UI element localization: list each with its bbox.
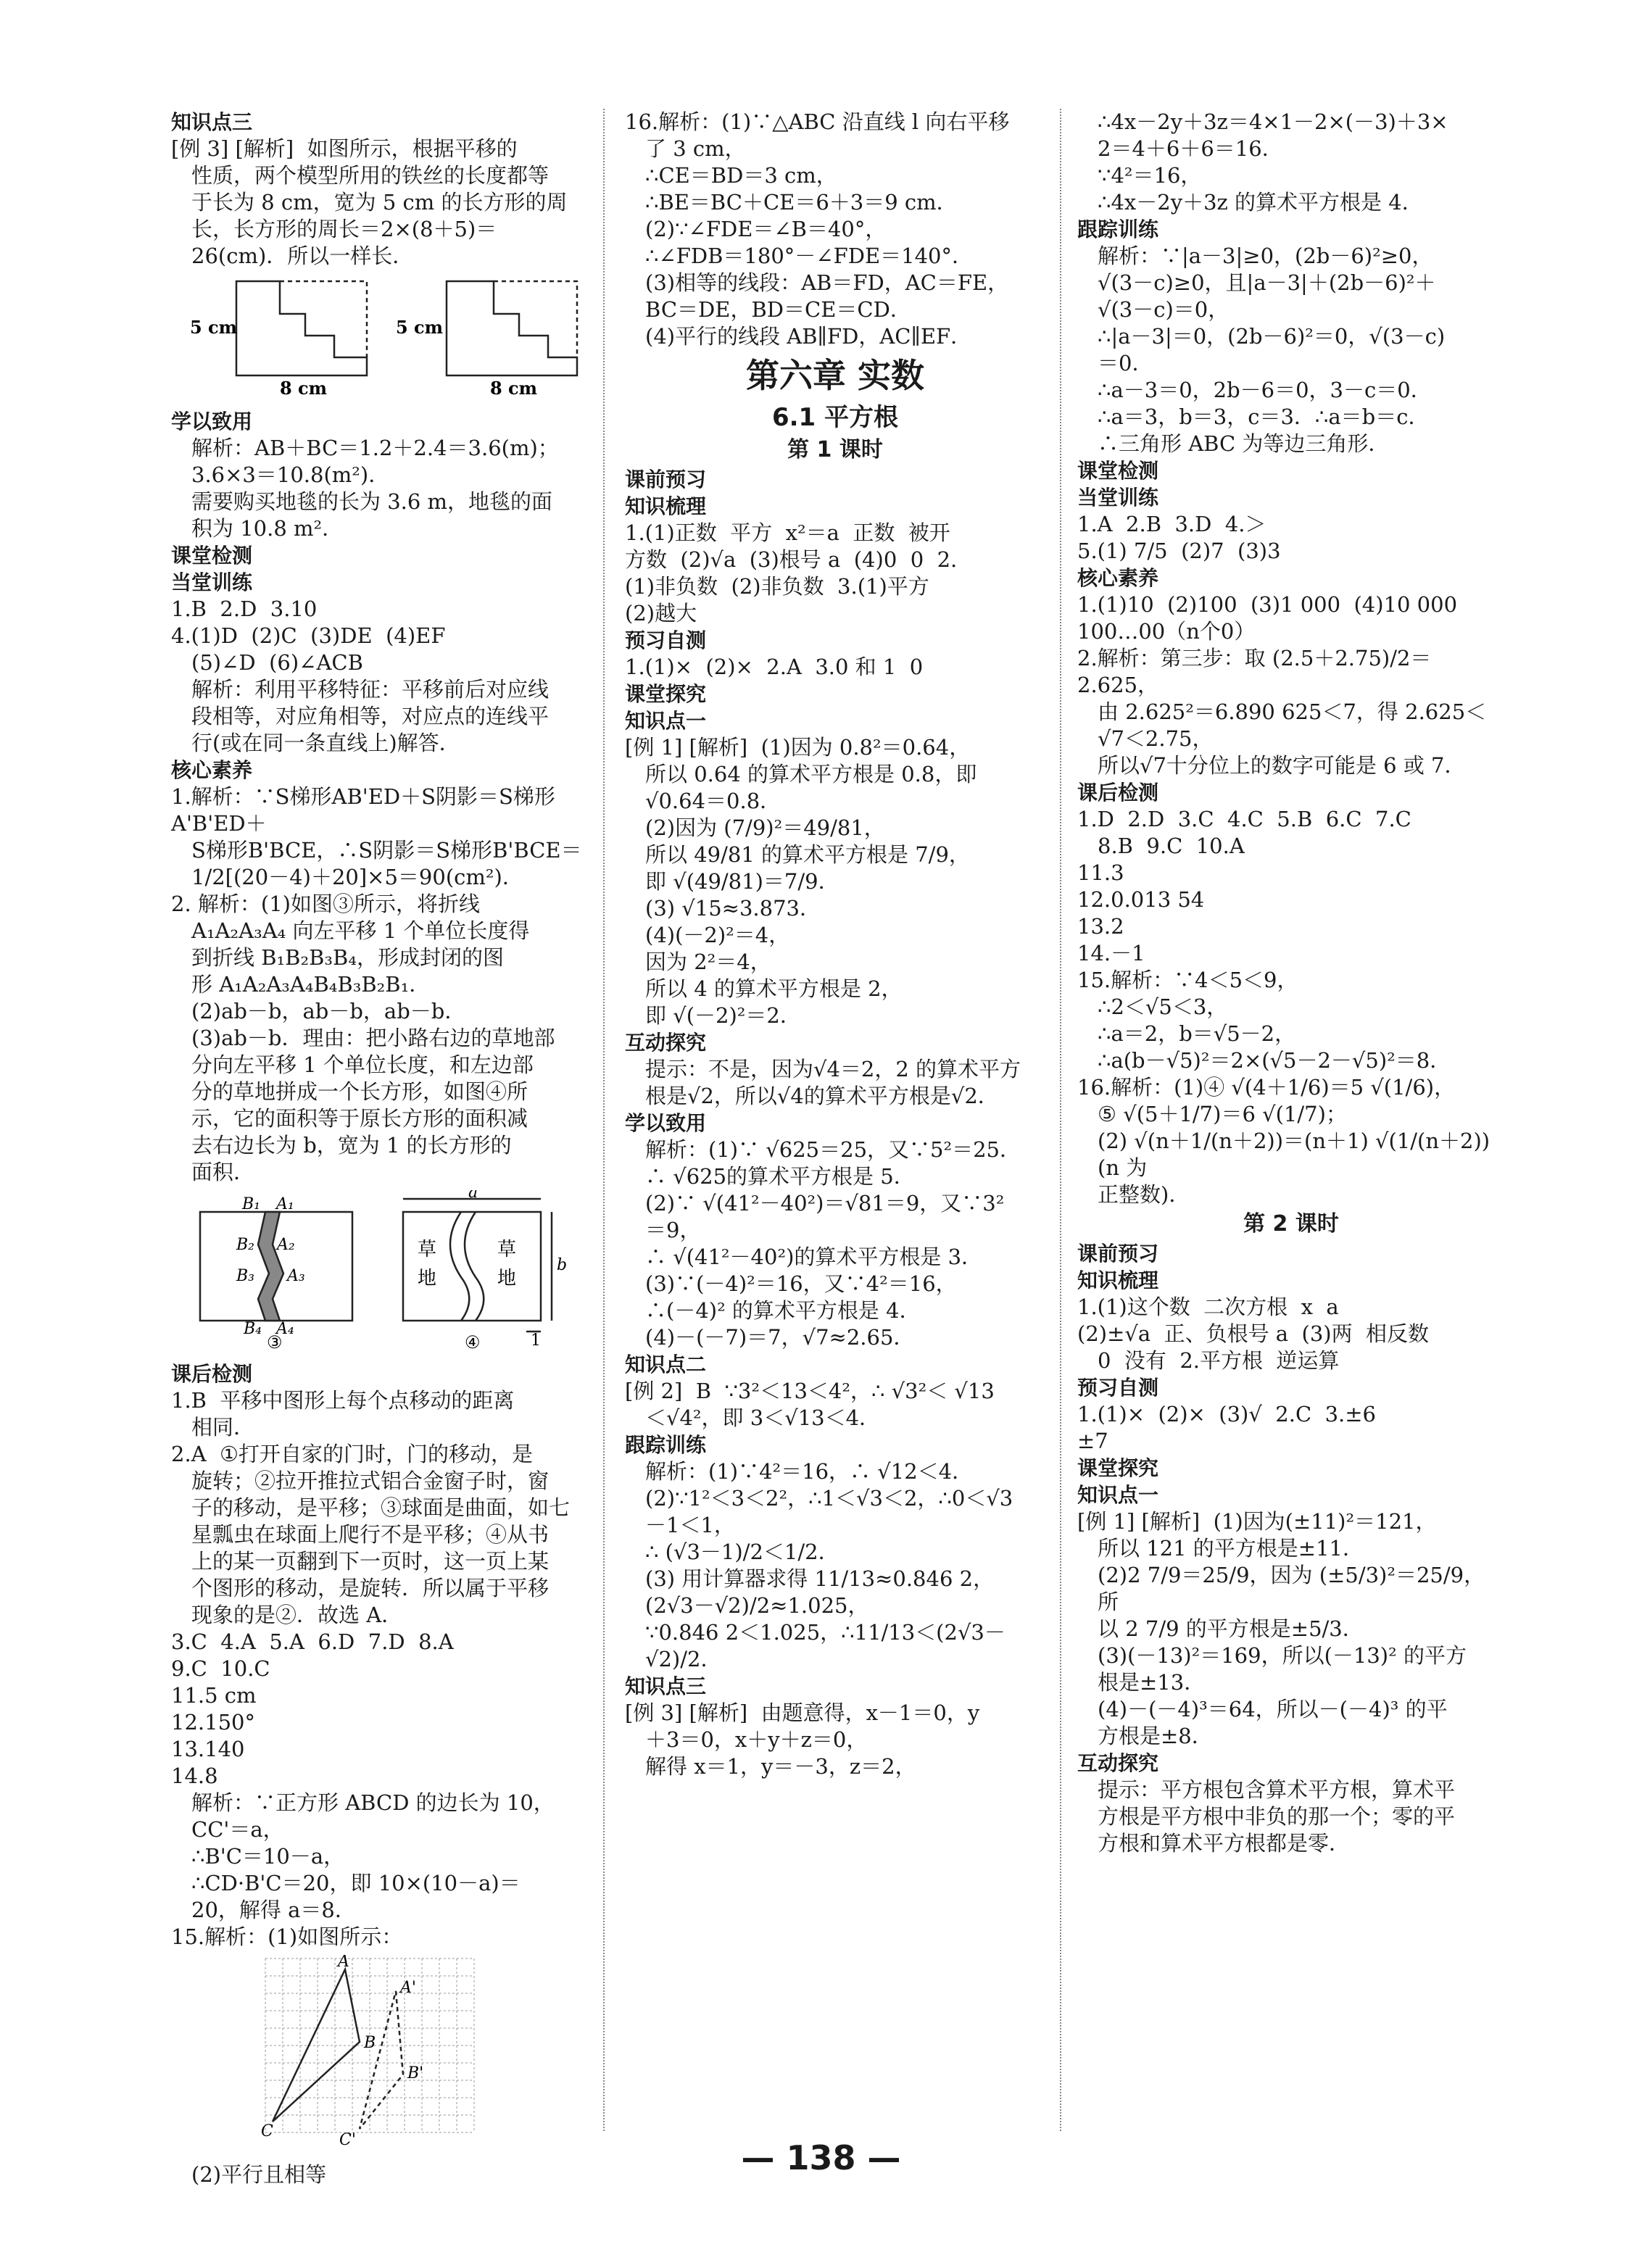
section-heading: 核心素养 (171, 758, 253, 782)
text-line: 0 没有 2.平方根 逆运算 (1098, 1348, 1340, 1373)
label-b1: B₁ (242, 1195, 260, 1213)
text-line: (2)2 7/9＝25/9，因为 (±5/3)²＝25/9，所 (1098, 1563, 1485, 1614)
text-line: 正整数)． (1098, 1182, 1190, 1207)
text-line: 14.－1 (1077, 941, 1145, 965)
figure-3-caption: ③ (267, 1332, 283, 1350)
text-line: (2)±√a 正、负根号 a (3)两 相反数 (1077, 1321, 1430, 1346)
section-heading: 预习自测 (1077, 1376, 1159, 1400)
text-line: ∴B'C＝10－a， (191, 1844, 345, 1869)
text-line: S梯形B'BCE，∴S阴影＝S梯形B'BCE＝ (191, 838, 582, 863)
figure-grass-paths (186, 1190, 577, 1350)
text-line: [例 1] [解析] (1)因为 0.8²＝0.64， (625, 735, 971, 760)
text-line: 12.0.013 54 (1077, 887, 1205, 912)
text-line: 即 √(－2)²＝2． (645, 1003, 801, 1028)
label-b3: B₃ (236, 1267, 254, 1285)
text-line: 解析：AB＋BC＝1.2＋2.4＝3.6(m)； (191, 436, 559, 460)
text-line: √(3－c)≥0，且|a－3|＋(2b－6)²＋ (1098, 270, 1436, 295)
label-a: a (468, 1190, 478, 1202)
text-line: 分的草地拼成一个长方形，如图④所 (191, 1079, 528, 1104)
text-line: 根是±13． (1098, 1670, 1206, 1695)
section-heading: 知识点一 (625, 709, 707, 733)
text-line: 12.150° (171, 1710, 255, 1735)
text-line: ∴ √625的算术平方根是 5． (645, 1164, 915, 1189)
section-heading: 知识点三 (171, 110, 253, 134)
text-line: ∴a＝3，b＝3，c＝3．∴a＝b＝c． (1098, 404, 1430, 429)
section-heading: 课堂探究 (625, 682, 707, 706)
column-divider (1060, 109, 1061, 2131)
chapter-title: 第六章 实数 (745, 356, 924, 395)
text-line: 8.B 9.C 10.A (1098, 834, 1245, 858)
text-line: (2√3－√2)/2≈1.025， (645, 1593, 869, 1618)
text-line: ∴∠FDB＝180°－∠FDE＝140°． (645, 244, 973, 268)
text-line: 解析：∵正方形 ABCD 的边长为 10， (191, 1790, 555, 1815)
text-line: ∴4x－2y＋3z 的算术平方根是 4． (1098, 190, 1423, 215)
text-line: 1/2[(20－4)＋20]×5＝90(cm²)． (191, 865, 523, 889)
label-b2: B₂ (236, 1236, 254, 1254)
figure-4-path-right (465, 1212, 484, 1321)
text-line: ∴BE＝BC＋CE＝6＋3＝9 cm． (645, 190, 958, 215)
text-line: (4)平行的线段 AB∥FD，AC∥EF． (645, 324, 972, 349)
text-line: 2＝4＋6＋6＝16． (1098, 136, 1283, 161)
text-line: (3)ab－b．理由：把小路右边的草地部 (191, 1026, 555, 1050)
text-line: 提示：平方根包含算术平方根，算术平 (1098, 1777, 1456, 1802)
text-line: ∴CD·B'C＝20，即 10×(10－a)＝ (191, 1871, 521, 1895)
text-line: 面积． (191, 1160, 255, 1184)
text-line: (3)(－13)²＝169，所以(－13)² 的平方 (1098, 1643, 1467, 1668)
text-line: (2) √(n＋1/(n＋2))＝(n＋1) √(1/(n＋2))(n 为 (1098, 1129, 1490, 1180)
text-line: (2)∵1²＜3＜2²，∴1＜√3＜2，∴0＜√3 (645, 1486, 1013, 1511)
text-line: 3.6×3＝10.8(m²)． (191, 462, 390, 487)
text-line: ＝9， (645, 1218, 701, 1242)
section-heading: 知识点二 (625, 1353, 707, 1376)
section-heading: 当堂训练 (171, 570, 253, 594)
section-heading: 知识点一 (1077, 1483, 1159, 1507)
text-line: 方数 (2)√a (3)根号 a (4)0 0 2. (625, 547, 958, 572)
text-line: 个图形的移动，是旋转．所以属于平移 (191, 1576, 550, 1600)
figure-4-dim-lines (403, 1199, 552, 1332)
text-line: (2)∵ √(41²－40²)＝√81＝9，又∵3² (645, 1191, 1005, 1216)
text-line: 所以 121 的平方根是±11． (1098, 1536, 1364, 1561)
text-line: 9.C 10.C (171, 1656, 270, 1681)
text-line: 根是√2，所以√4的算术平方根是√2． (645, 1084, 999, 1108)
text-line: 1.(1)正数 平方 x²＝a 正数 被开 (625, 520, 950, 545)
col1-block-a (171, 109, 584, 270)
text-line: (3) √15≈3.873． (645, 896, 821, 921)
section-heading: 知识梳理 (625, 494, 707, 518)
text-line: ＋3＝0，x＋y＋z＝0， (645, 1727, 868, 1752)
text-line: (3)相等的线段：AB＝FD，AC＝FE， (645, 270, 1009, 295)
section-heading: 课堂检测 (171, 544, 253, 568)
text-line: 分向左平移 1 个单位长度，和左边部 (191, 1052, 534, 1077)
text-line: 100…00（n个0） (1077, 619, 1256, 644)
text-line: (2)越大 (625, 601, 697, 626)
text-line: 以 2 7/9 的平方根是±5/3． (1098, 1616, 1364, 1641)
text-line: (1)非负数 (2)非负数 3.(1)平方 (625, 574, 929, 599)
section-heading: 跟踪训练 (1077, 217, 1159, 241)
text-line: 1.解析：∵S梯形AB'ED＋S阴影＝S梯形A'B'ED＋ (171, 784, 555, 836)
text-line: [例 2] B ∵3²＜13＜4²，∴ √3²＜ √13 (625, 1379, 995, 1403)
text-line: ＝0． (1098, 351, 1153, 375)
text-line: 2.解析：第三步：取 (2.5＋2.75)/2＝2.625， (1077, 646, 1432, 697)
text-line: 现象的是②．故选 A． (191, 1603, 403, 1627)
point-c: C (261, 2122, 273, 2140)
text-line: √7＜2.75， (1098, 726, 1214, 751)
text-line: √(3－c)＝0， (1098, 297, 1230, 322)
figure-4-caption: ④ (465, 1332, 481, 1350)
text-line: 示，它的面积等于原长方形的面积减 (191, 1106, 528, 1131)
col1-block-c (171, 1361, 584, 1951)
section-heading: 核心素养 (1077, 566, 1159, 590)
text-line: (2)平行且相等 (191, 2162, 327, 2187)
column-divider (603, 109, 605, 2131)
text-line: 长，长方形的周长＝2×(8＋5)＝ (191, 217, 497, 241)
text-line: 由 2.625²＝6.890 625＜7，得 2.625＜ (1098, 699, 1487, 724)
text-line: 提示：不是，因为√4＝2，2 的算术平方 (645, 1057, 1021, 1081)
point-a-prime: A' (400, 1979, 416, 1997)
col3-block-a (1077, 109, 1505, 1208)
text-line: 解析：(1)∵4²＝16，∴ √12＜4． (645, 1459, 974, 1484)
text-line: 所以 49/81 的算术平方根是 7/9， (645, 842, 970, 867)
col1-block-b (171, 408, 584, 1186)
text-line: 段相等，对应角相等，对应点的连线平 (191, 704, 550, 728)
text-line: (5)∠D (6)∠ACB (191, 650, 363, 675)
model-2-height-label: 5 cm (396, 317, 444, 338)
label-b4: B₄ (244, 1320, 262, 1338)
figure-3-shaded-path (258, 1212, 283, 1321)
text-line: 解析：(1)∵ √625＝25，又∵5²＝25． (645, 1137, 1021, 1162)
section-heading: 课后检测 (171, 1362, 253, 1386)
text-line: 性质，两个模型所用的铁丝的长度都等 (191, 163, 550, 188)
point-a: A (338, 1955, 349, 1971)
text-line: 11.5 cm (171, 1683, 257, 1708)
text-line: 5.(1) 7/5 (2)7 (3)3 (1077, 539, 1281, 563)
text-line: 20，解得 a＝8． (191, 1898, 356, 1922)
text-line: 即 √(49/81)＝7/9． (645, 869, 839, 894)
text-line: 于长为 8 cm，宽为 5 cm 的长方形的周 (191, 190, 568, 215)
lesson-2-title: 第 2 课时 (1243, 1211, 1339, 1237)
text-line: 1.(1)× (2)× (3)√ 2.C 3.±6 (1077, 1402, 1377, 1426)
model-1-frame (280, 281, 367, 357)
grass-right-2: 地 (497, 1268, 517, 1289)
text-line: ∴三角形 ABC 为等边三角形． (1098, 431, 1390, 456)
text-line: 去右边长为 b，宽为 1 的长方形的 (191, 1133, 512, 1158)
text-line: ∵0.846 2＜1.025，∴11/13＜(2√3－√2)/2． (645, 1620, 1005, 1671)
text-line: 因为 2²＝4， (645, 950, 771, 974)
text-line: 需要购买地毯的长为 3.6 m，地毯的面 (191, 489, 553, 514)
figure-wire-models (186, 274, 592, 397)
text-line: BC＝DE，BD＝CE＝CD． (645, 297, 911, 322)
section-heading: 课堂探究 (1077, 1456, 1159, 1480)
text-line: √0.64＝0.8． (645, 789, 781, 813)
text-line: (2)因为 (7/9)²＝49/81， (645, 815, 885, 840)
text-line: ∴a－3＝0，2b－6＝0，3－c＝0． (1098, 378, 1432, 402)
text-line: 到折线 B₁B₂B₃B₄，形成封闭的图 (191, 945, 504, 970)
text-line: 相同． (191, 1415, 255, 1440)
text-line: 解析：∵|a－3|≥0，(2b－6)²≥0， (1098, 244, 1433, 268)
section-heading: 课前预习 (625, 468, 707, 491)
label-b: b (557, 1256, 568, 1274)
text-line: 1.(1)× (2)× 2.A 3.0 和 1 0 (625, 655, 924, 679)
text-line: 1.B 2.D 3.10 (171, 597, 318, 621)
text-line: 星瓢虫在球面上爬行不是平移；④从书 (191, 1522, 550, 1547)
text-line: 4.(1)D (2)C (3)DE (4)EF (171, 623, 446, 648)
col2-block-b (625, 466, 1045, 1780)
lesson-title: 第 1 课时 (787, 437, 883, 462)
text-line: [例 3] [解析] 如图所示，根据平移的 (171, 136, 518, 161)
text-line: [例 3] [解析] 由题意得，x－1＝0，y (625, 1700, 980, 1725)
text-line: ∴ √(41²－40²)的算术平方根是 3． (645, 1245, 983, 1269)
text-line: 14.8 (171, 1764, 218, 1788)
text-line: ∵4²＝16， (1098, 163, 1202, 188)
text-line: (3) 用计算器求得 11/13≈0.846 2， (645, 1566, 995, 1591)
text-line: ∴a＝2，b＝√5－2， (1098, 1021, 1296, 1046)
text-line: 1.B 平移中图形上每个点移动的距离 (171, 1388, 515, 1413)
text-line: [例 1] [解析] (1)因为(±11)²＝121， (1077, 1509, 1437, 1534)
text-line: ±7 (1077, 1429, 1108, 1453)
triangle-abc (273, 1969, 360, 2122)
text-line: 1.D 2.D 3.C 4.C 5.B 6.C 7.C (1077, 807, 1411, 831)
text-line: 上的某一页翻到下一页时，这一页上某 (191, 1549, 550, 1574)
text-line: ∴CE＝BD＝3 cm， (645, 163, 837, 188)
text-line: ∴(－4)² 的算术平方根是 4． (645, 1298, 921, 1323)
label-one: 1 (531, 1332, 541, 1350)
text-line: 1.A 2.B 3.D 4.＞ (1077, 512, 1266, 536)
section-heading: 跟踪训练 (625, 1433, 707, 1457)
text-line: 行(或在同一条直线上)解答． (191, 731, 460, 755)
text-line: 15.解析：∵4＜5＜9， (1077, 968, 1298, 992)
text-line: A₁A₂A₃A₄ 向左平移 1 个单位长度得 (191, 918, 530, 943)
section-heading: 知识梳理 (1077, 1268, 1159, 1292)
text-line: 2. 解析：(1)如图③所示，将折线 (171, 892, 480, 916)
point-b: B (364, 2034, 376, 2052)
text-line: 子的移动，是平移；③球面是曲面，如七 (191, 1495, 571, 1520)
text-line: 解析：利用平移特征：平移前后对应线 (191, 677, 550, 702)
text-line: 形 A₁A₂A₃A₄B₄B₃B₂B₁． (191, 972, 431, 997)
section-heading: 互动探究 (1077, 1751, 1159, 1775)
text-line: 13.2 (1077, 914, 1124, 939)
text-line: ⑤ √(5＋1/7)＝6 √(1/7)； (1098, 1102, 1347, 1126)
text-line: 积为 10.8 m²． (191, 516, 344, 541)
page-number: — 138 — (741, 2138, 901, 2177)
model-1-width-label: 8 cm (280, 378, 328, 397)
section-heading: 当堂训练 (1077, 486, 1159, 510)
point-b-prime: B' (407, 2064, 424, 2082)
model-1-outline (236, 281, 367, 375)
text-line: (4)(－2)²＝4， (645, 923, 790, 947)
text-line: 方根是平方根中非负的那一个；零的平 (1098, 1804, 1456, 1829)
text-line: CC'＝a， (191, 1817, 284, 1842)
text-line: ＜√4²，即 3＜√13＜4． (645, 1405, 881, 1430)
text-line: (3)∵(－4)²＝16，又∵4²＝16， (645, 1271, 957, 1296)
text-line: 方根是±8． (1098, 1724, 1213, 1748)
text-line: ∴4x－2y＋3z＝4×1－2×(－3)＋3× (1098, 109, 1448, 134)
text-line: ∴a(b－√5)²＝2×(√5－2－√5)²＝8． (1098, 1048, 1451, 1073)
text-line: ∴2＜√5＜3， (1098, 994, 1228, 1019)
page-number-value: 138 (786, 2138, 856, 2177)
column-2 (625, 109, 1045, 1780)
model-1-height-label: 5 cm (190, 317, 238, 338)
grass-left-2: 地 (418, 1268, 437, 1289)
column-3 (1077, 109, 1505, 1857)
section-heading: 互动探究 (625, 1031, 707, 1055)
text-line: (4)－(－4)³＝64，所以－(－4)³ 的平 (1098, 1697, 1448, 1721)
text-line: 1.(1)10 (2)100 (3)1 000 (4)10 000 (1077, 592, 1458, 617)
section-heading: 课前预习 (1077, 1242, 1159, 1266)
point-c-prime: C' (339, 2131, 356, 2149)
section-heading: 学以致用 (625, 1111, 707, 1135)
section-heading: 预习自测 (625, 628, 707, 652)
text-line: 15.解析：(1)如图所示： (171, 1924, 403, 1949)
grass-left-1: 草 (418, 1239, 437, 1260)
col2-block-a (625, 109, 1045, 350)
section-title: 6.1 平方根 (771, 403, 899, 432)
section-heading: 知识点三 (625, 1674, 707, 1698)
column-1 (171, 109, 584, 2188)
text-line: (2)ab－b，ab－b，ab－b． (191, 999, 466, 1023)
text-line: 16.解析：(1)∵△ABC 沿直线 l 向右平移 (625, 109, 1010, 134)
text-line: 旋转；②拉开推拉式铝合金窗子时，窗 (191, 1469, 550, 1493)
grass-right-1: 草 (497, 1239, 517, 1260)
text-line: 所以√7十分位上的数字可能是 6 或 7． (1098, 753, 1466, 778)
text-line: (4)－(－7)＝7，√7≈2.65． (645, 1325, 915, 1350)
text-line: 1.(1)这个数 二次方根 x a (1077, 1295, 1339, 1319)
section-heading: 课堂检测 (1077, 459, 1159, 483)
section-heading: 学以致用 (171, 410, 253, 433)
text-line: 解得 x＝1，y＝－3，z＝2， (645, 1754, 916, 1779)
label-a4: A₄ (276, 1320, 294, 1338)
label-a2: A₂ (277, 1236, 295, 1254)
text-line: 16.解析：(1)④ √(4＋1/6)＝5 √(1/6)， (1077, 1075, 1456, 1100)
section-heading: 课后检测 (1077, 781, 1159, 805)
label-a1: A₁ (276, 1195, 294, 1213)
text-line: (2)∵∠FDE＝∠B＝40°， (645, 217, 887, 241)
text-line: 2.A ①打开自家的门时，门的移动，是 (171, 1442, 534, 1466)
text-line: 26(cm)．所以一样长． (191, 244, 414, 268)
col3-block-b (1077, 1240, 1505, 1857)
text-line: ∴|a－3|＝0，(2b－6)²＝0，√(3－c) (1098, 324, 1446, 349)
model-2-width-label: 8 cm (490, 378, 538, 397)
text-line: 了 3 cm， (645, 136, 746, 161)
text-line: 所以 0.64 的算术平方根是 0.8，即 (645, 762, 977, 786)
text-line: 13.140 (171, 1737, 245, 1761)
text-line: 11.3 (1077, 860, 1124, 885)
figure-grid-translation (258, 1955, 490, 2151)
text-line: －1＜1， (645, 1513, 735, 1537)
text-line: 3.C 4.A 5.A 6.D 7.D 8.A (171, 1629, 454, 1654)
figure-4-path-left (450, 1212, 469, 1321)
figure-4-rect (403, 1212, 541, 1321)
text-line: ∴ (√3－1)/2＜1/2． (645, 1540, 839, 1564)
text-line: 所以 4 的算术平方根是 2， (645, 976, 903, 1001)
text-line: 方根和算术平方根都是零． (1098, 1831, 1351, 1856)
model-2-outline (447, 281, 577, 375)
model-2-frame (494, 281, 577, 357)
label-a3: A₃ (287, 1267, 305, 1285)
triangle-a2b2c2 (360, 1991, 403, 2129)
